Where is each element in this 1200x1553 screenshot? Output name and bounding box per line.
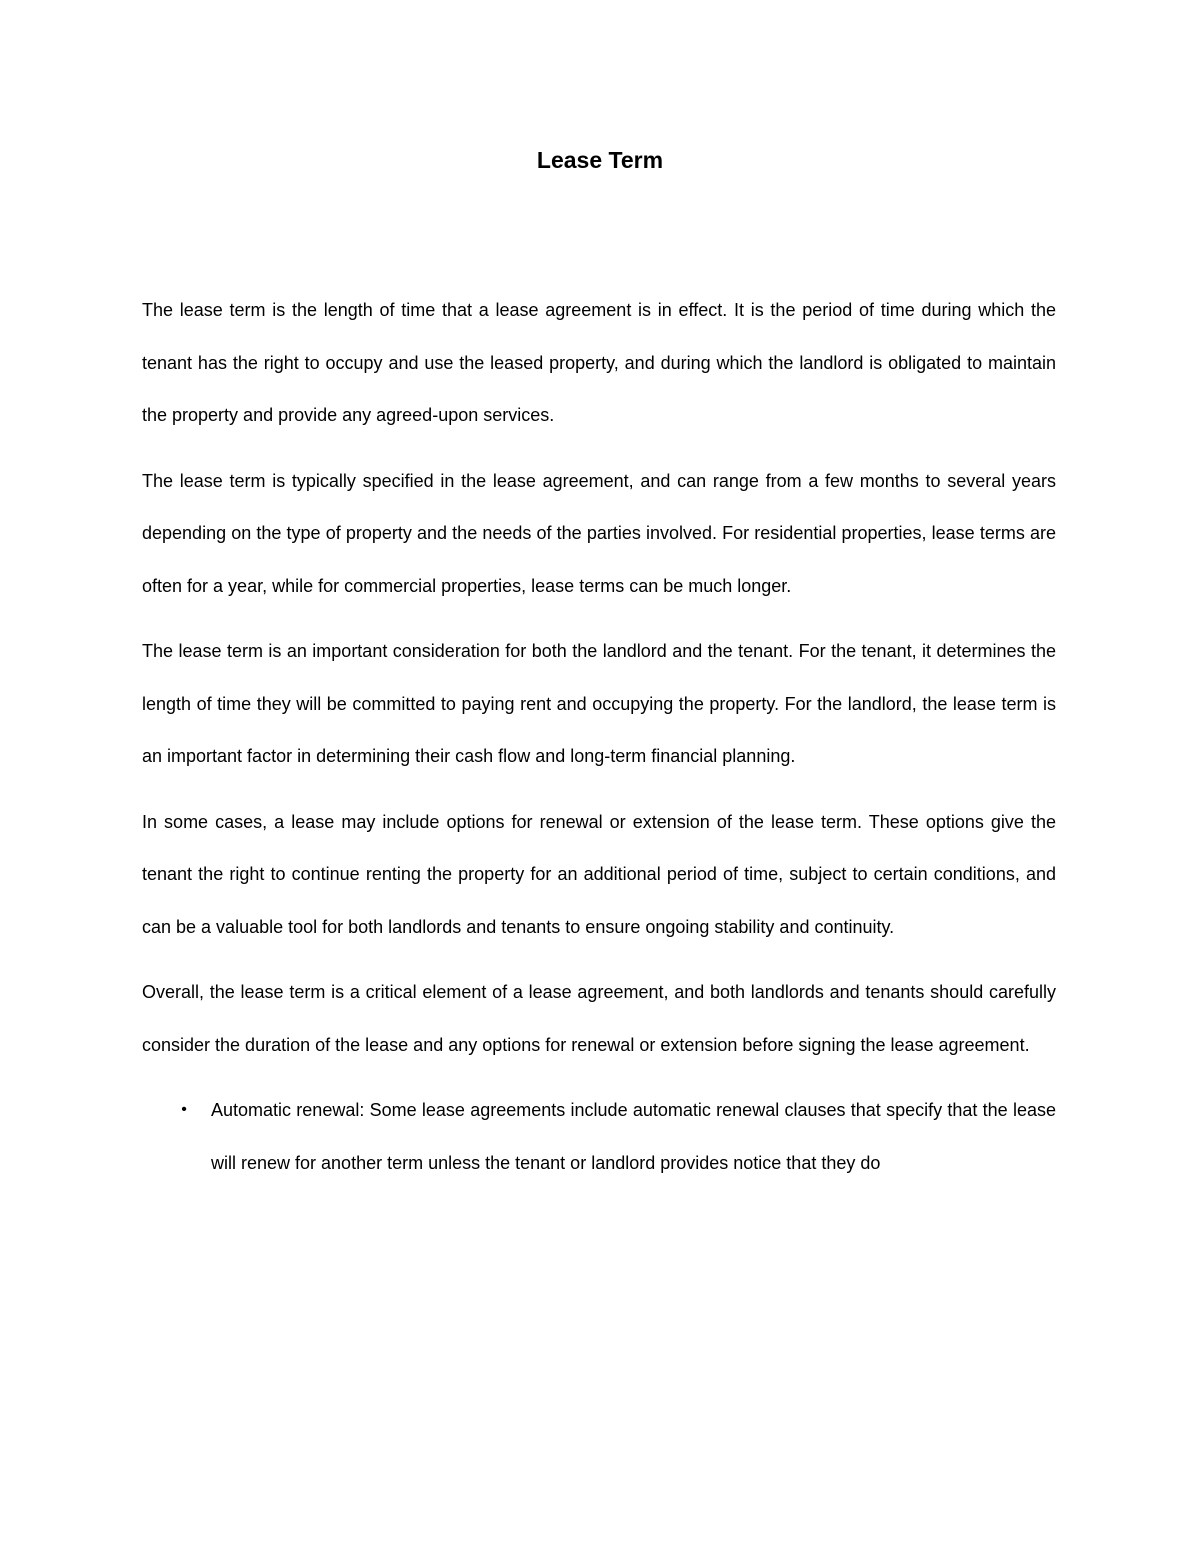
bullet-list [142, 1084, 1056, 1189]
bullet-icon: • [181, 1101, 187, 1118]
document-body [142, 284, 1056, 1189]
list-item [142, 1084, 1056, 1189]
document-title: Lease Term [536, 147, 664, 173]
paragraph-4: In some cases, a lease may include options for renewal or extension of the lease term. These options give the tenant the right to continue renting the property for an additional period of time, subject to certain conditions, and can be a valuable tool for both landlords and tenants to ensure ongoing stability and continuity. [142, 811, 1056, 937]
paragraph-2: The lease term is typically specified in the lease agreement, and can range from a few months to several years depending on the type of property and the needs of the parties involved. For residential properties, lease terms are often for a year, while for commercial properties, lease terms can be much longer. [142, 470, 1056, 596]
list-item-text: Automatic renewal: Some lease agreements include automatic renewal clauses that specify that the lease will renew for another term unless the tenant or landlord provides notice that they do [211, 1100, 1056, 1173]
paragraph-3: The lease term is an important consideration for both the landlord and the tenant. For the tenant, it determines the length of time they will be committed to paying rent and occupying the property. For the landlord, the lease term is an important factor in determining their cash flow and long-term financial planning. [142, 641, 1056, 766]
paragraph-5: Overall, the lease term is a critical element of a lease agreement, and both landlords and tenants should carefully consider the duration of the lease and any options for renewal or extension before signing the lease agreement. [142, 982, 1056, 1055]
paragraph-1: The lease term is the length of time that a lease agreement is in effect. It is the period of time during which the tenant has the right to occupy and use the leased property, and during which the landlord is obligated to maintain the property and provide any agreed-upon services. [142, 300, 1056, 425]
